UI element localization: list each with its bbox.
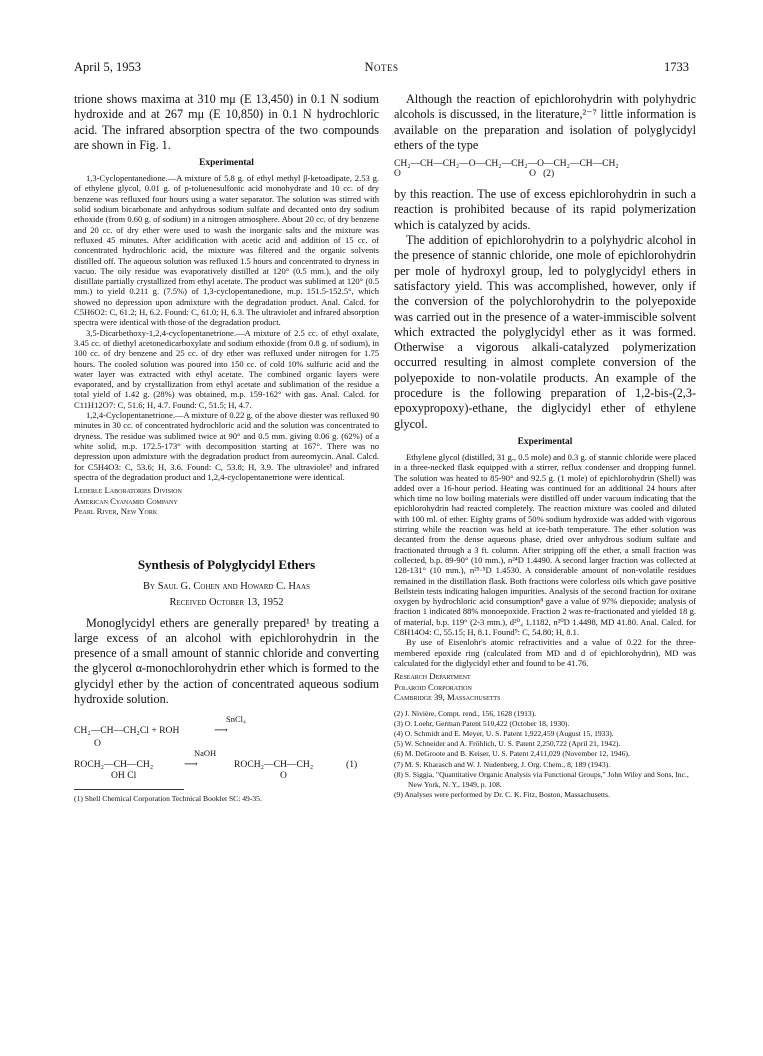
exp-paragraph: 3,5-Dicarbethoxy-1,2,4-cyclopentanetrione.—A mixture of 2.5 cc. of ethyl oxalate, 3.45 cc. of diethyl acetonedicarboxylate and sodium ethoxide (from 0.8 g. of sodium), in 100 cc. of dry benzene and 25 cc. of dry ether was refluxed under nitrogen for 1.75 hours. The cooled solution was poured into 150 cc. of cold 10% sulfuric acid and the water layer was extracted with ethyl acetate. The combined organic layers were evaporated, and by crystallization from ethyl acetate and sublimation of the residue a total yield of 1.42 g. (28%) was obtained, m.p. 159-162° with gas. Anal. Calcd. for C11H12O7: C, 51.6; H, 4.7. Found: C, 51.5; H, 4.7. <box>74 327 379 410</box>
reference: (5) W. Schneider and A. Fröhlich, U. S. Patent 2,250,722 (April 21, 1942). <box>394 739 621 749</box>
reference: (7) M. S. Kharasch and W. J. Nudenberg, J. Org. Chem., 8, 189 (1943). <box>394 759 611 769</box>
formula-number: (2) <box>543 169 555 180</box>
exp-paragraph: 1,3-Cyclopentanedione.—A mixture of 5.8 g. of ethyl methyl β-ketoadipate, 2.53 g. of ethylene glycol, 0.01 g. of p-toluenesulfonic acid monohydrate and 10 cc. of dry benzene was refluxed four hours using a water separator. The solution was stirred with solid sodium bicarbonate and anhydrous sodium sulfate and decanted onto dry sodium ethoxide (from 0.60 g. of sodium) in a nitrogen atmosphere. About 20 cc. of dry benzene and 20 cc. of dry ether were used to wash the inorganic salts and the mixture was refluxed 45 minutes. After acidification with acetic acid and addition of 15 cc. of concentrated hydrochloric acid, the mixture was filtered and the organic solvents distilled off. The aqueous solution was refluxed 1.5 hours and concentrated to dryness in vacuo. The oily residue was evaporatively distilled at 120° (0.5 mm.), and the oily distillate partially crystallized from ethyl acetate. The product was sublimed at 120° (0.5 mm.) to yield 0.211 g. (7.5%) of 1,3-cyclopentanedione, m.p. 151.5-152.5°, which showed no depression upon admixture with the degradation product. Anal. Calcd. for C5H6O2: C, 61.2; H, 6.2. Found: C, 61.0; H, 6.3. The ultraviolet and infrared absorption spectra were identical with those of the degradation product. <box>74 173 379 328</box>
epoxide-o: O <box>94 738 101 750</box>
catalyst-label: SnCl₄ <box>226 714 246 725</box>
formula-oxygens: O O <box>394 169 536 180</box>
exp-paragraph: By use of Eisenlohr's atomic refractivities and a value of 0.22 for the three-membered epoxide ring (calculated from MD and d of epichlorohydrin), MD was calculated for the diglycidyl ether and found to be 41.76. <box>394 637 696 668</box>
body-paragraph: Monoglycidyl ethers are generally prepared¹ by treating a large excess of an alcohol with epichlorohydrin in the presence of a small amount of stannic chloride and converting the glycerol α-monochlorohydrin ether which is formed to the glycidyl ether by the action of concentrated aqueous sodium hydroxide solution. <box>74 615 379 707</box>
address-line: Pearl River, New York <box>74 506 158 517</box>
running-header <box>74 60 689 76</box>
formula-line: CH₂—CH—CH₂—O—CH₂—CH₂—O—CH₂—CH—CH₂ <box>394 159 619 170</box>
address-line: Lederle Laboratories Division <box>74 485 182 496</box>
address-line: American Cyanamid Company <box>74 495 178 506</box>
equation-number: (1) <box>346 759 358 771</box>
address-line: Cambridge 39, Massachusetts <box>394 692 501 703</box>
reference: (3) O. Loehr, German Patent 510,422 (October 18, 1930). <box>394 718 570 728</box>
footnote: (1) Shell Chemical Corporation Technical Booklet SC: 49-35. <box>74 794 262 804</box>
body-paragraph: Although the reaction of epichlorohydrin with polyhydric alcohols is discussed, in the literature,²⁻⁷ little information is available on the preparation and isolation of polyglycidyl ethers of the type <box>394 92 696 152</box>
body-paragraph: by this reaction. The use of excess epichlorohydrin in such a reaction is prohibited because of its rapid polymerization which is catalyzed by acids. <box>394 187 696 232</box>
epoxide-o: O <box>280 770 287 782</box>
address-line: Research Department <box>394 671 471 682</box>
exp-paragraph: 1,2,4-Cyclopentanetrione.—A mixture of 0.22 g. of the above diester was refluxed 90 minutes in 30 cc. of concentrated hydrochloric acid and the solution was concentrated to dryness. The residue was sublimed twice at 90° and 0.5 mm. giving 0.06 g. (62%) of a white solid, m.p. 172.5-173° with decomposition starting at 167°. There was no depression upon admixture with the degradation product from aureomycin. Anal. Calcd. for C5H4O3: C, 53.6; H, 3.6. Found: C, 53.8; H, 3.9. The ultraviolet³ and infrared spectra of the degradation product and 1,2,4-cyclopentanetrione were identical. <box>74 410 379 482</box>
header-page-number: 1733 <box>664 60 689 74</box>
affiliation-right <box>394 671 696 703</box>
header-section: Notes <box>364 60 399 74</box>
formula-2 <box>394 159 696 179</box>
substituents: OH Cl <box>111 770 137 782</box>
exp-paragraph: Ethylene glycol (distilled, 31 g., 0.5 mole) and 0.3 g. of stannic chloride were placed in a three-necked flask equipped with a stirrer, reflux condenser and dropping funnel. The solution was heated to 85-90° and 92.5 g. (1 mole) of epichlorohydrin (Shell) was added over a 16-hour period. Heating was continued for an additional 24 hours after which time no low boiling materials were distilled off under vacuum indicating that the epichlorohydrin had reacted completely. The reaction mixture was cooled and diluted with 100 ml. of ether. Eighty grams of 50% sodium hydroxide was added with vigorous stirring while the reaction was held at ice-bath temperature. The ether solution was decanted from the dense aqueous phase, dried over anhydrous sodium sulfate and fractionated through a 3 ft. column. After stripping off the ether, a small fraction was collected, b.p. 89-90° (10 mm.), n²⁴D 1.4490. A second larger fraction was collected at 128-131° (10 mm.), n²⁵·⁵D 1.4530. A considerable amount of non-volatile residues remained in the distillation flask. Both fractions were colorless oils which gave positive Beilstein tests indicating halogen impurities. Analysis of the second fraction for oxirane oxygen by hydrochloric acid consumption⁸ gave a value of 97% diepoxide; analysis of fraction 1 indicated 88% monoepoxide. Fraction 2 was re-fractionated and yielded 18 g. of material, b.p. 119° (2-3 mm.), d²⁰₄ 1.1182, n²⁰D 1.4498, MD 41.80. Anal. Calcd. for C8H14O4: C, 55.15; H, 8.1. Found⁹: C, 54.80; H, 8.1. <box>394 451 696 637</box>
body-paragraph: The addition of epichlorohydrin to a polyhydric alcohol in the presence of stannic chloride, one mole of epichlorohydrin per mole of hydroxyl group, led to polyglycidyl ethers in satisfactory yield. This was accomplished, however, only if the conversion of the polychlorohydrin to the polyepoxide was carried out in the presence of a water-immiscible solvent which extracted the polyglycidyl ether as it was formed. Otherwise a vigorous alkali-catalyzed polymerization occurred resulting in almost complete conversion of the polyepoxide to non-volatile products. An example of the procedure is the following preparation of 1,2-bis-(2,3-epoxypropoxy)-ethane, the diglycidyl ether of ethylene glycol. <box>394 233 696 431</box>
reference: (4) O. Schmidt and E. Meyer, U. S. Patent 1,922,459 (August 15, 1933). <box>394 729 614 739</box>
intro-paragraph: trione shows maxima at 310 mμ (E 13,450) in 0.1 N sodium hydroxide and at 267 mμ (E 10,850) in 0.1 N hydrochloric acid. The infrared absorption spectra of the two compounds are shown in Fig. 1. <box>74 92 379 152</box>
glycidyl-ether: ROCH₂—CH—CH₂ <box>234 759 314 771</box>
reactants: CH₂—CH—CH₂Cl + ROH <box>74 725 180 737</box>
reaction-scheme <box>74 713 379 783</box>
right-column <box>394 92 696 1027</box>
footnote-rule <box>74 789 184 790</box>
article-title: Synthesis of Polyglycidyl Ethers <box>137 556 316 572</box>
reference: (2) J. Nivière, Compt. rend., 156, 1628 (1913). <box>394 708 537 718</box>
received-date: Received October 13, 1952 <box>169 596 284 608</box>
base-label: NaOH <box>194 748 217 759</box>
reaction-arrow: ⟶ <box>214 725 228 737</box>
header-date: April 5, 1953 <box>74 60 142 74</box>
reference: (9) Analyses were performed by Dr. C. K. Fitz, Boston, Massachusetts. <box>394 790 610 800</box>
reference: (6) M. DeGroote and B. Keiser, U. S. Patent 2,411,029 (November 12, 1946). <box>394 749 630 759</box>
reference: (8) S. Siggia, "Quantitative Organic Analysis via Functional Groups," John Wiley and Sons, Inc., New York, N. Y., 1949, p. 108. <box>394 769 689 790</box>
experimental-heading-right: Experimental <box>517 436 573 447</box>
article-authors: By Saul G. Cohen and Howard C. Haas <box>143 580 310 592</box>
reaction-arrow: ⟶ <box>184 759 198 771</box>
left-column <box>74 92 379 1027</box>
address-line: Polaroid Corporation <box>394 681 472 692</box>
affiliation-left <box>74 485 379 517</box>
chlorohydrin: ROCH₂—CH—CH₂ <box>74 759 154 771</box>
experimental-heading-left: Experimental <box>199 158 254 169</box>
